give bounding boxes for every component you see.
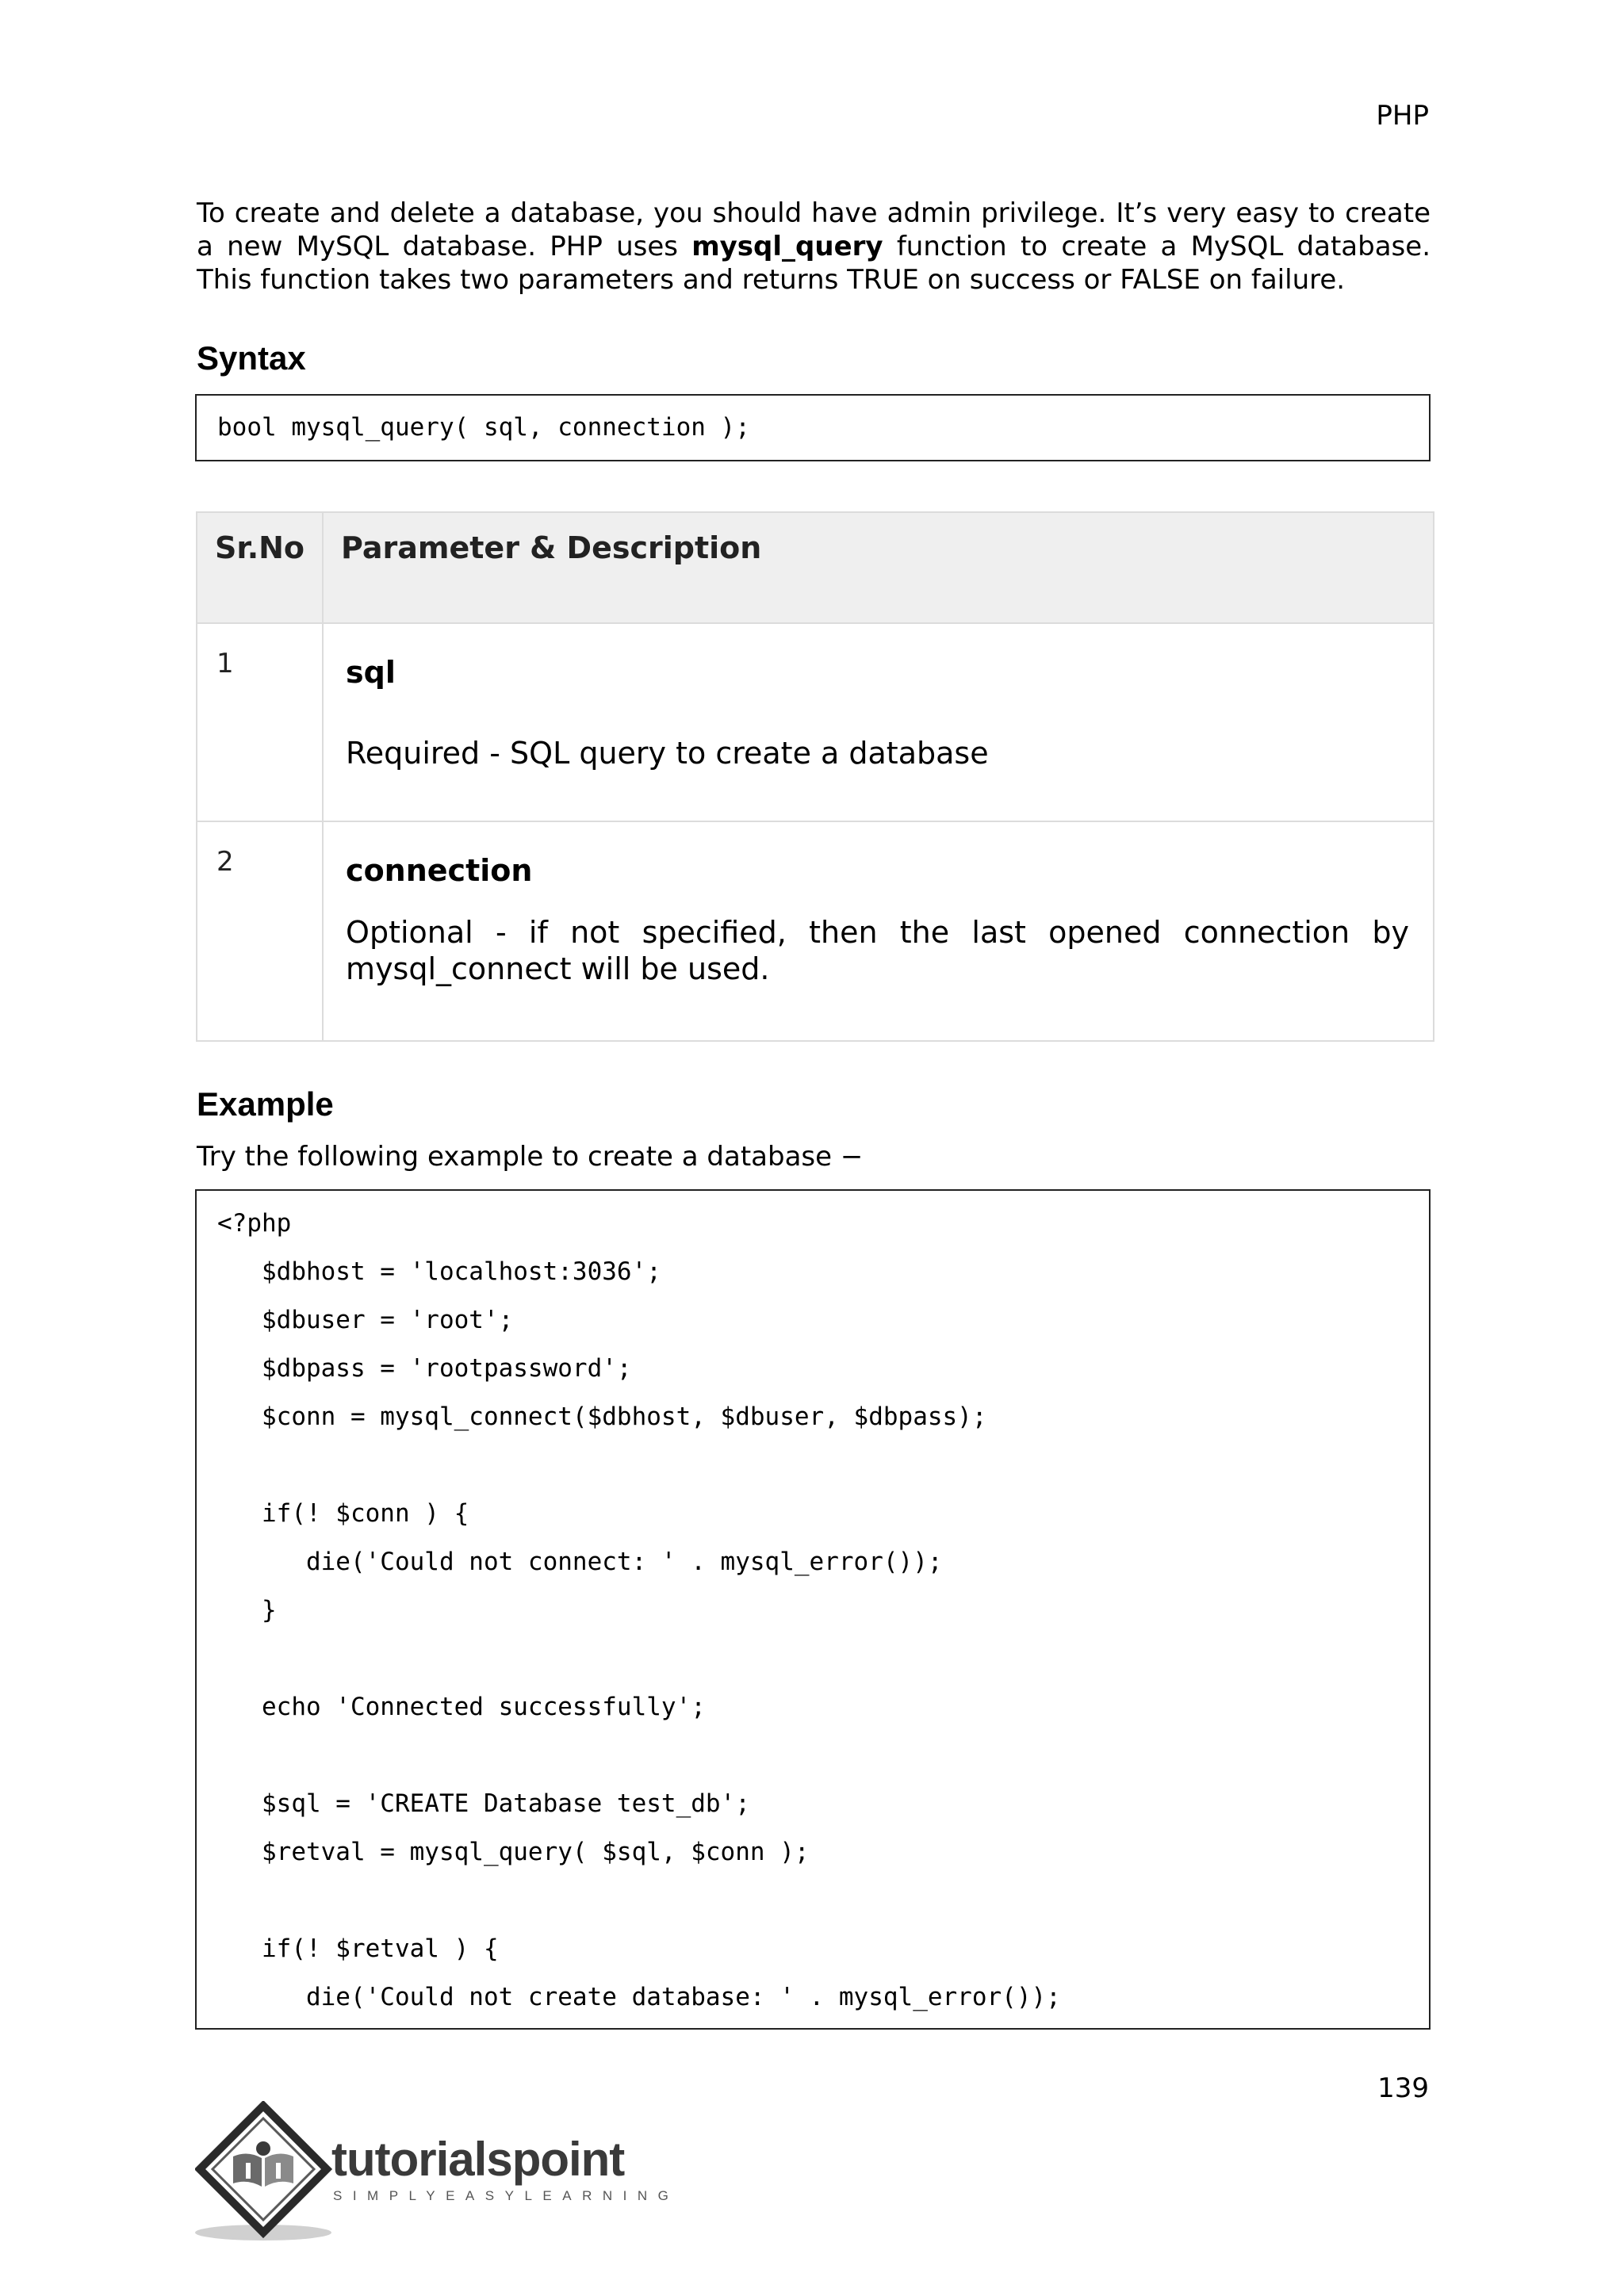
logo-diamond-icon xyxy=(195,2101,338,2244)
code-line: $dbpass = 'rootpassword'; xyxy=(217,1354,632,1383)
table-cell-srno: 1 xyxy=(197,623,323,821)
syntax-heading: Syntax xyxy=(197,339,306,377)
code-line xyxy=(217,1884,1429,1932)
tutorialspoint-logo xyxy=(195,2101,680,2244)
table-row xyxy=(197,623,1434,821)
table-cell-srno: 2 xyxy=(197,821,323,1041)
code-line: if(! $retval ) { xyxy=(217,1934,499,1963)
intro-text-after: function to create a MySQL database. This function takes two parameters and returns TRUE on success or FALSE on failure. xyxy=(197,231,1431,296)
intro-paragraph xyxy=(197,197,1431,297)
parameter-table xyxy=(196,511,1434,1042)
page-number: 139 xyxy=(1377,2072,1429,2104)
parameter-description: Required - SQL query to create a database xyxy=(346,736,989,771)
parameter-name: sql xyxy=(346,655,396,690)
table-cell-parameter xyxy=(323,623,1434,821)
parameter-description: Optional - if not specified, then the last opened connection by mysql_connect will be used. xyxy=(346,915,1409,986)
code-line xyxy=(217,1642,1429,1690)
table-cell-parameter xyxy=(323,821,1434,1041)
intro-function-name: mysql_query xyxy=(691,231,883,262)
code-line: } xyxy=(217,1596,277,1624)
logo-wordmark: tutorialspoint xyxy=(331,2133,625,2186)
parameter-name: connection xyxy=(346,853,533,888)
intro-text-before: To create and delete a database, you should have admin privilege. It’s very easy to create a new MySQL database. PHP uses xyxy=(197,197,1431,262)
example-code-block xyxy=(195,1189,1431,2030)
example-intro-text: Try the following example to create a database − xyxy=(197,1141,864,1173)
table-header-srno: Sr.No xyxy=(197,512,323,623)
code-line: $sql = 'CREATE Database test_db'; xyxy=(217,1789,750,1818)
table-header-row xyxy=(197,512,1434,623)
code-line xyxy=(217,1448,1429,1497)
page-header-title: PHP xyxy=(1376,100,1429,132)
code-line: echo 'Connected successfully'; xyxy=(217,1693,706,1721)
code-line: die('Could not create database: ' . mysql_error()); xyxy=(217,1983,1061,2011)
logo-tagline: SIMPLYEASYLEARNING xyxy=(333,2188,680,2203)
code-line: <?php xyxy=(217,1209,292,1238)
table-header-description: Parameter & Description xyxy=(323,512,1434,623)
code-line: $conn = mysql_connect($dbhost, $dbuser, $dbpass); xyxy=(217,1402,987,1431)
syntax-code-block: bool mysql_query( sql, connection ); xyxy=(195,394,1431,461)
code-line: die('Could not connect: ' . mysql_error()); xyxy=(217,1548,943,1576)
code-line: $dbhost = 'localhost:3036'; xyxy=(217,1257,661,1286)
code-line: $retval = mysql_query( $sql, $conn ); xyxy=(217,1838,810,1866)
example-heading: Example xyxy=(197,1085,334,1123)
table-row xyxy=(197,821,1434,1041)
code-line xyxy=(217,1739,1429,1787)
code-line: if(! $conn ) { xyxy=(217,1499,469,1528)
code-line: $dbuser = 'root'; xyxy=(217,1306,514,1334)
